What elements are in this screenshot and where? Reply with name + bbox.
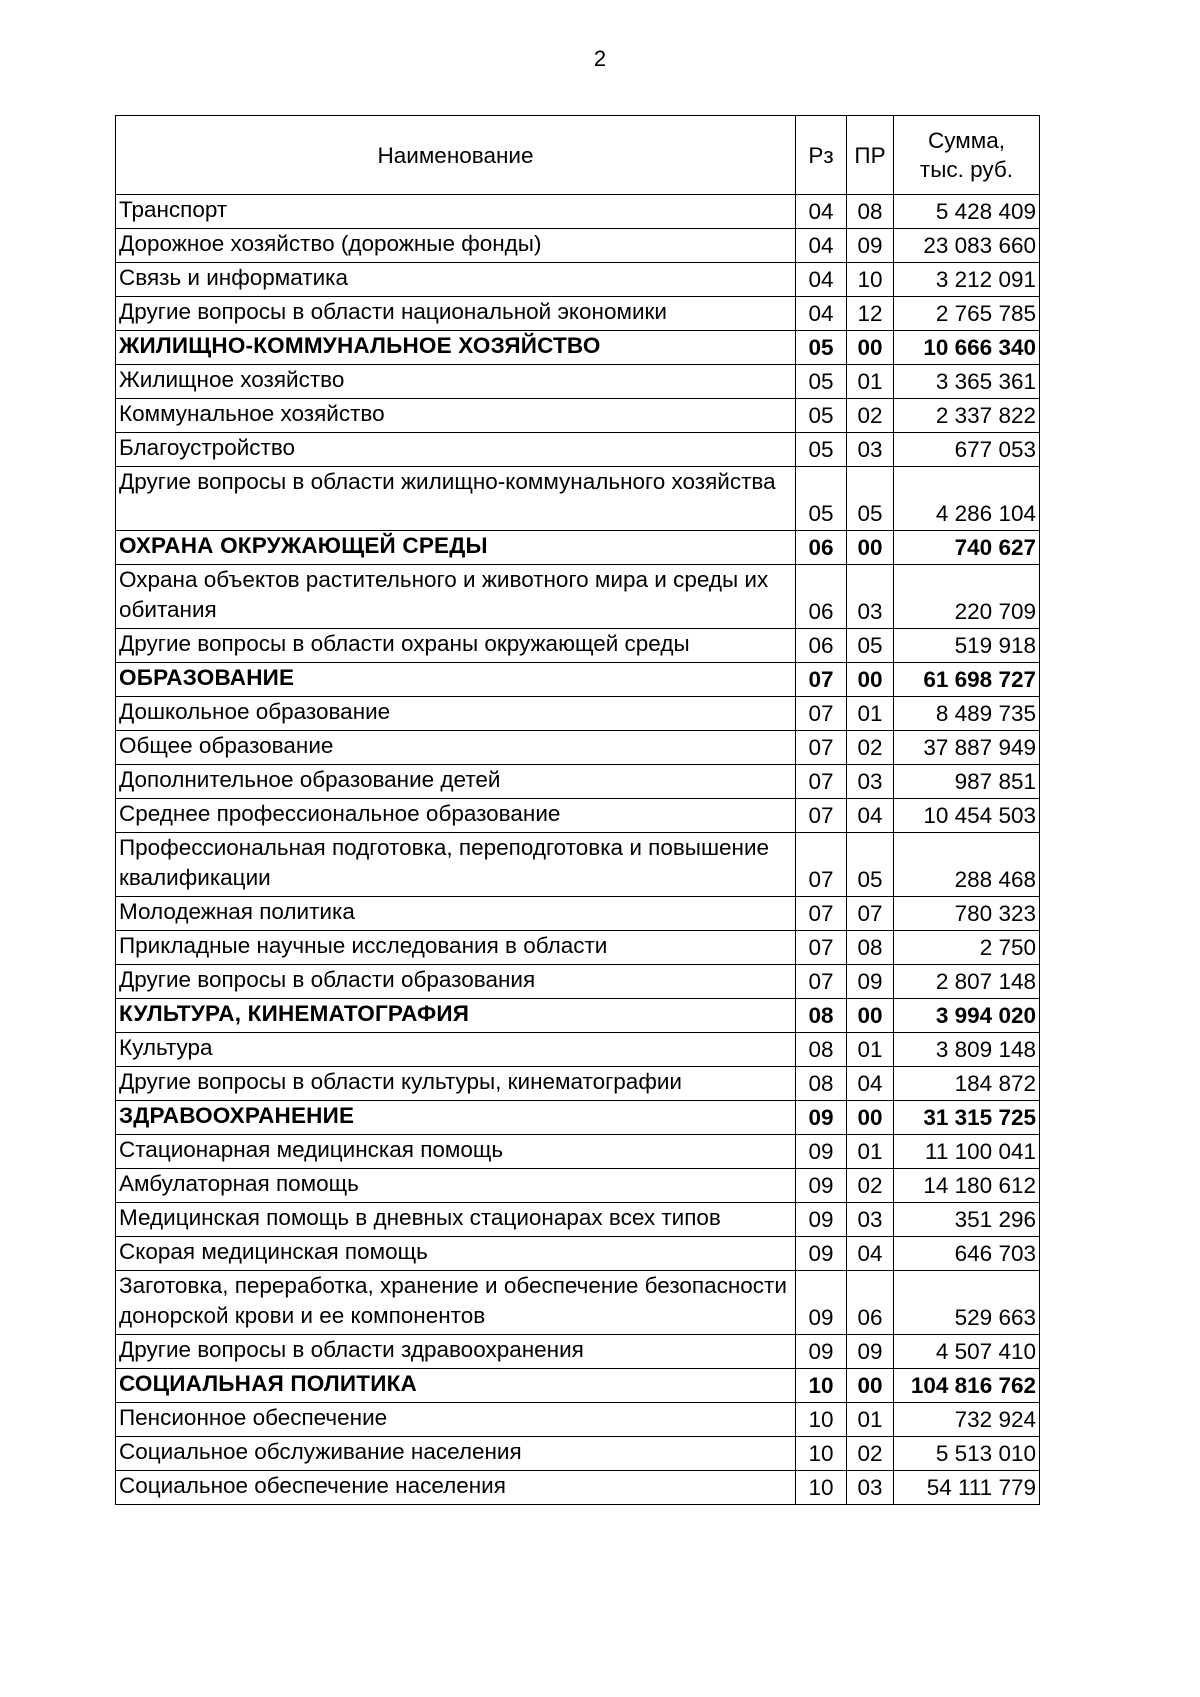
row-name: СОЦИАЛЬНАЯ ПОЛИТИКА [116,1369,796,1403]
row-rz: 10 [796,1369,847,1403]
row-rz: 09 [796,1335,847,1369]
row-sum: 4 507 410 [894,1335,1040,1369]
row-name: Охрана объектов растительного и животного мира и среды их обитания [116,565,796,629]
row-rz: 04 [796,297,847,331]
row-rz: 04 [796,195,847,229]
header-rz: Рз [796,116,847,195]
row-sum: 3 994 020 [894,999,1040,1033]
table-row [116,263,1040,297]
header-sum [894,116,1040,195]
row-pr: 10 [847,263,894,297]
table-row [116,1033,1040,1067]
row-sum: 104 816 762 [894,1369,1040,1403]
row-rz: 09 [796,1271,847,1335]
header-sum-line2: тыс. руб. [919,157,1014,182]
row-sum: 3 212 091 [894,263,1040,297]
row-sum: 2 337 822 [894,399,1040,433]
section-row [116,1101,1040,1135]
row-name: Дошкольное образование [116,697,796,731]
row-pr: 00 [847,1369,894,1403]
header-sum-line1: Сумма, [928,128,1005,153]
row-sum: 351 296 [894,1203,1040,1237]
row-sum: 54 111 779 [894,1471,1040,1505]
row-pr: 07 [847,897,894,931]
row-rz: 05 [796,331,847,365]
row-sum: 31 315 725 [894,1101,1040,1135]
row-rz: 08 [796,999,847,1033]
row-pr: 01 [847,365,894,399]
row-name: Связь и информатика [116,263,796,297]
row-rz: 09 [796,1101,847,1135]
row-name: Другие вопросы в области жилищно-коммунального хозяйства [116,467,796,531]
row-pr: 02 [847,1437,894,1471]
row-rz: 07 [796,731,847,765]
row-rz: 08 [796,1033,847,1067]
row-sum: 14 180 612 [894,1169,1040,1203]
table-row [116,365,1040,399]
row-pr: 09 [847,229,894,263]
table-row [116,1437,1040,1471]
row-rz: 07 [796,897,847,931]
row-pr: 03 [847,765,894,799]
row-rz: 04 [796,229,847,263]
row-name: Коммунальное хозяйство [116,399,796,433]
row-rz: 07 [796,663,847,697]
table-row [116,965,1040,999]
row-pr: 12 [847,297,894,331]
section-row [116,531,1040,565]
row-pr: 01 [847,1135,894,1169]
row-pr: 00 [847,331,894,365]
table-row [116,731,1040,765]
section-row [116,331,1040,365]
row-sum: 5 513 010 [894,1437,1040,1471]
table-row [116,297,1040,331]
row-rz: 10 [796,1471,847,1505]
row-rz: 06 [796,629,847,663]
row-name: Общее образование [116,731,796,765]
row-name: Профессиональная подготовка, переподготовка и повышение квалификации [116,833,796,897]
table-body [116,195,1040,1505]
row-name: Другие вопросы в области образования [116,965,796,999]
row-sum: 2 765 785 [894,297,1040,331]
row-pr: 04 [847,1237,894,1271]
row-sum: 646 703 [894,1237,1040,1271]
row-rz: 05 [796,467,847,531]
table-row [116,1135,1040,1169]
row-name: Медицинская помощь в дневных стационарах всех типов [116,1203,796,1237]
row-name: Социальное обслуживание населения [116,1437,796,1471]
row-pr: 09 [847,1335,894,1369]
row-rz: 09 [796,1203,847,1237]
row-pr: 00 [847,1101,894,1135]
row-sum: 11 100 041 [894,1135,1040,1169]
row-pr: 01 [847,697,894,731]
row-sum: 732 924 [894,1403,1040,1437]
row-name: Дорожное хозяйство (дорожные фонды) [116,229,796,263]
row-pr: 00 [847,531,894,565]
row-name: Другие вопросы в области национальной экономики [116,297,796,331]
row-pr: 03 [847,1471,894,1505]
row-rz: 05 [796,399,847,433]
row-rz: 07 [796,799,847,833]
row-sum: 2 807 148 [894,965,1040,999]
table-row [116,1403,1040,1437]
row-rz: 08 [796,1067,847,1101]
row-sum: 3 809 148 [894,1033,1040,1067]
row-sum: 10 666 340 [894,331,1040,365]
row-rz: 06 [796,531,847,565]
row-name: Другие вопросы в области культуры, кинематографии [116,1067,796,1101]
table-row [116,1471,1040,1505]
row-pr: 04 [847,1067,894,1101]
row-pr: 03 [847,1203,894,1237]
table-row [116,1237,1040,1271]
table-row [116,1067,1040,1101]
table-row [116,399,1040,433]
table-row [116,229,1040,263]
table-row [116,433,1040,467]
row-rz: 10 [796,1403,847,1437]
row-pr: 08 [847,931,894,965]
row-sum: 2 750 [894,931,1040,965]
row-name: Среднее профессиональное образование [116,799,796,833]
row-sum: 987 851 [894,765,1040,799]
table-row [116,1169,1040,1203]
row-name: Амбулаторная помощь [116,1169,796,1203]
row-rz: 06 [796,565,847,629]
row-pr: 03 [847,433,894,467]
row-sum: 220 709 [894,565,1040,629]
row-rz: 07 [796,833,847,897]
row-sum: 780 323 [894,897,1040,931]
row-sum: 288 468 [894,833,1040,897]
header-row [116,116,1040,195]
row-rz: 07 [796,697,847,731]
header-pr: ПР [847,116,894,195]
table-row [116,697,1040,731]
table-header [116,116,1040,195]
row-rz: 07 [796,965,847,999]
row-name: Культура [116,1033,796,1067]
row-name: Скорая медицинская помощь [116,1237,796,1271]
row-pr: 01 [847,1403,894,1437]
table-row [116,629,1040,663]
row-name: ЖИЛИЩНО-КОММУНАЛЬНОЕ ХОЗЯЙСТВО [116,331,796,365]
row-rz: 05 [796,433,847,467]
row-pr: 00 [847,663,894,697]
row-name: ОБРАЗОВАНИЕ [116,663,796,697]
row-pr: 08 [847,195,894,229]
row-sum: 8 489 735 [894,697,1040,731]
row-pr: 09 [847,965,894,999]
row-sum: 740 627 [894,531,1040,565]
section-row [116,999,1040,1033]
row-rz: 07 [796,931,847,965]
row-name: Молодежная политика [116,897,796,931]
row-sum: 3 365 361 [894,365,1040,399]
row-name: Стационарная медицинская помощь [116,1135,796,1169]
row-rz: 09 [796,1237,847,1271]
row-name: Прикладные научные исследования в области [116,931,796,965]
section-row [116,663,1040,697]
table-row [116,931,1040,965]
row-name: Пенсионное обеспечение [116,1403,796,1437]
row-name: Социальное обеспечение населения [116,1471,796,1505]
row-pr: 02 [847,399,894,433]
header-name: Наименование [116,116,796,195]
table-row [116,1203,1040,1237]
row-pr: 03 [847,565,894,629]
row-sum: 10 454 503 [894,799,1040,833]
row-name: Транспорт [116,195,796,229]
row-rz: 10 [796,1437,847,1471]
row-pr: 01 [847,1033,894,1067]
table-row [116,1335,1040,1369]
row-sum: 37 887 949 [894,731,1040,765]
row-name: ОХРАНА ОКРУЖАЮЩЕЙ СРЕДЫ [116,531,796,565]
row-pr: 02 [847,1169,894,1203]
page-number: 2 [593,46,607,71]
row-pr: 02 [847,731,894,765]
row-name: КУЛЬТУРА, КИНЕМАТОГРАФИЯ [116,999,796,1033]
row-name: Другие вопросы в области охраны окружающей среды [116,629,796,663]
row-name: Благоустройство [116,433,796,467]
table-row [116,897,1040,931]
row-pr: 05 [847,467,894,531]
row-name: ЗДРАВООХРАНЕНИЕ [116,1101,796,1135]
row-name: Другие вопросы в области здравоохранения [116,1335,796,1369]
row-rz: 09 [796,1135,847,1169]
row-sum: 519 918 [894,629,1040,663]
row-sum: 61 698 727 [894,663,1040,697]
table-row [116,467,1040,531]
row-name: Заготовка, переработка, хранение и обеспечение безопасности донорской крови и ее компонентов [116,1271,796,1335]
row-pr: 05 [847,629,894,663]
row-pr: 05 [847,833,894,897]
section-row [116,1369,1040,1403]
row-sum: 184 872 [894,1067,1040,1101]
table-row [116,565,1040,629]
row-sum: 529 663 [894,1271,1040,1335]
row-rz: 07 [796,765,847,799]
budget-table [115,115,1040,1505]
table-row [116,195,1040,229]
row-pr: 00 [847,999,894,1033]
row-name: Жилищное хозяйство [116,365,796,399]
row-rz: 05 [796,365,847,399]
row-rz: 09 [796,1169,847,1203]
row-sum: 4 286 104 [894,467,1040,531]
row-pr: 04 [847,799,894,833]
row-pr: 06 [847,1271,894,1335]
table-row [116,765,1040,799]
table-row [116,1271,1040,1335]
table-row [116,799,1040,833]
row-sum: 677 053 [894,433,1040,467]
row-name: Дополнительное образование детей [116,765,796,799]
table-row [116,833,1040,897]
row-sum: 5 428 409 [894,195,1040,229]
row-sum: 23 083 660 [894,229,1040,263]
row-rz: 04 [796,263,847,297]
